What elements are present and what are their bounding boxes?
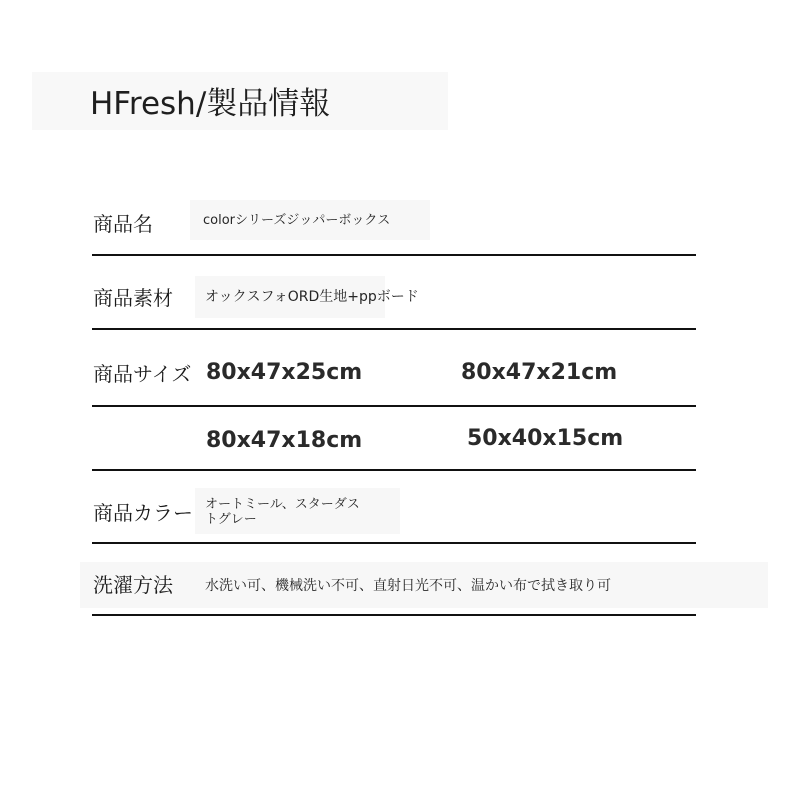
divider xyxy=(92,405,696,407)
size-value-2: 80x47x21cm xyxy=(461,360,618,385)
divider xyxy=(92,614,696,616)
divider xyxy=(92,328,696,330)
material-label: 商品素材 xyxy=(93,286,173,310)
size-value-1: 80x47x25cm xyxy=(206,360,363,385)
wash-value: 水洗い可、機械洗い不可、直射日光不可、温かい布で拭き取り可 xyxy=(205,578,611,594)
color-value-line2: トグレー xyxy=(205,512,257,527)
size-value-4: 50x40x15cm xyxy=(467,426,624,451)
page-title: HFresh/製品情報 xyxy=(90,86,331,122)
color-value-line1: オートミール、スターダス xyxy=(205,497,360,512)
material-value: オックスフォORD生地+ppボード xyxy=(205,289,419,305)
size-label: 商品サイズ xyxy=(93,362,192,386)
name-label: 商品名 xyxy=(93,212,153,236)
name-value: colorシリーズジッパーボックス xyxy=(203,213,391,228)
divider xyxy=(92,542,696,544)
divider xyxy=(92,254,696,256)
color-label: 商品カラー xyxy=(93,501,193,525)
divider xyxy=(92,469,696,471)
size-value-3: 80x47x18cm xyxy=(206,428,363,453)
wash-label: 洗濯方法 xyxy=(93,573,173,597)
